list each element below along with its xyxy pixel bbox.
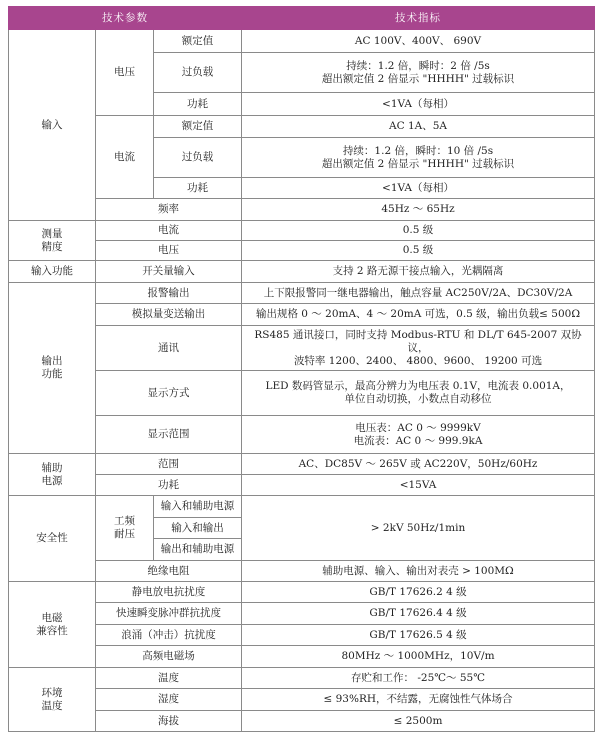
accuracy-voltage-value: 0.5 级 [242,241,595,261]
table-row [9,689,595,711]
accuracy-label-line2: 精度 [41,240,63,253]
display-range-line1: 电压表：AC 0 ～ 9999kV [355,421,481,434]
table-row [9,646,595,668]
display-mode-line1: LED 数码管显示，最高分辨力为电压表 0.1V，电流表 0.001A， [265,380,571,392]
table-row [9,603,595,625]
humidity-value: ≤ 93%RH，不结露，无腐蚀性气体场合 [242,689,595,711]
withstand-item2: 输入和输出 [154,518,242,539]
comm-line2: 波特率 1200、2400、 4800、9600、 19200 可选 [293,354,543,367]
display-mode-line2: 单位自动切换，小数点自动移位 [344,393,492,405]
spec-table [8,6,595,732]
aux-power-label-line2: 电源 [41,474,63,487]
temperature-value: 存贮和工作： -25℃～ 55℃ [242,668,595,689]
frequency-name: 频率 [96,199,242,221]
withstand-item3: 输出和辅助电源 [154,539,242,561]
table-row [9,582,595,603]
voltage-overload-value [242,53,595,93]
analog-output-value: 输出规格 0 ～ 20mA、4 ～ 20mA 可选，0.5 级，输出负载≤ 500Ω [242,304,595,326]
display-mode-value [242,371,595,416]
aux-range-value: AC、DC85V ～ 265V 或 AC220V，50Hz/60Hz [242,454,595,475]
voltage-overload-line2: 超出额定值 2 倍显示 "HHHH" 过载标识 [321,72,515,85]
comm-name: 通讯 [96,326,242,371]
accuracy-voltage-name: 电压 [96,241,242,261]
spec-table-container [8,6,594,732]
voltage-rated-value: AC 100V、400V、 690V [242,30,595,53]
aux-power-label [9,454,96,496]
comm-value [242,326,595,371]
table-row [9,625,595,646]
table-row [9,283,595,304]
table-row [9,496,595,518]
current-power-name: 功耗 [154,178,242,199]
esd-name: 静电放电抗扰度 [96,582,242,603]
table-row [9,416,595,454]
current-overload-value [242,138,595,178]
safety-label: 安全性 [9,496,96,582]
rf-value: 80MHz ～ 1000MHz，10V/m [242,646,595,668]
header-params: 技术参数 [9,7,242,30]
esd-value: GB/T 17626.2 4 级 [242,582,595,603]
current-overload-line2: 超出额定值 2 倍显示 "HHHH" 过载标识 [321,157,515,170]
accuracy-current-value: 0.5 级 [242,221,595,241]
current-rated-value: AC 1A、5A [242,116,595,138]
analog-output-name: 模拟量变送输出 [96,304,242,326]
table-row [9,241,595,261]
input-function-label: 输入功能 [9,261,96,283]
voltage-rated-name: 额定值 [154,30,242,53]
rf-name: 高频电磁场 [96,646,242,668]
input-label: 输入 [9,30,96,221]
input-function-name: 开关量输入 [96,261,242,283]
environment-label-line1: 环境 [41,686,63,699]
aux-power-value: <15VA [242,475,595,496]
insulation-name: 绝缘电阻 [96,561,242,582]
eft-name: 快速瞬变脉冲群抗扰度 [96,603,242,625]
accuracy-label-line1: 测量 [41,227,63,240]
table-row [9,221,595,241]
surge-name: 浪涌（冲击）抗扰度 [96,625,242,646]
comm-line1: RS485 通讯接口，同时支持 Modbus-RTU 和 DL/T 645-2007 双协议， [254,328,582,354]
voltage-power-name: 功耗 [154,93,242,116]
withstand-item1: 输入和辅助电源 [154,496,242,518]
withstand-value: > 2kV 50Hz/1min [242,496,595,561]
table-row [9,261,595,283]
display-range-name: 显示范围 [96,416,242,454]
emc-label-line2: 兼容性 [36,624,68,637]
emc-label-line1: 电磁 [41,611,63,624]
table-row [9,668,595,689]
table-row [9,371,595,416]
environment-label [9,668,96,732]
voltage-power-value: <1VA（每相） [242,93,595,116]
eft-value: GB/T 17626.4 4 级 [242,603,595,625]
header-row [9,7,595,30]
table-row [9,711,595,732]
voltage-overload-name: 过负载 [154,53,242,93]
input-function-value: 支持 2 路无源干接点输入，光耦隔离 [242,261,595,283]
accuracy-label [9,221,96,261]
aux-power-label-line1: 辅助 [41,461,63,474]
table-row [9,454,595,475]
current-label: 电流 [96,116,154,199]
header-specs: 技术指标 [242,7,595,30]
display-range-line2: 电流表：AC 0 ～ 999.9kA [353,434,483,447]
aux-power-name: 功耗 [96,475,242,496]
aux-range-name: 范围 [96,454,242,475]
altitude-name: 海拔 [96,711,242,732]
table-row [9,304,595,326]
withstand-label [96,496,154,561]
display-mode-name: 显示方式 [96,371,242,416]
display-range-value [242,416,595,454]
table-row [9,30,595,53]
current-power-value: <1VA（每相） [242,178,595,199]
alarm-output-name: 报警输出 [96,283,242,304]
withstand-label-line1: 工频 [114,515,135,527]
insulation-value: 辅助电源、输入、输出对表壳 > 100MΩ [242,561,595,582]
emc-label [9,582,96,668]
surge-value: GB/T 17626.5 4 级 [242,625,595,646]
environment-label-line2: 温度 [41,699,63,712]
temperature-name: 温度 [96,668,242,689]
voltage-overload-line1: 持续：1.2 倍，瞬时：2 倍 /5s [346,59,490,72]
table-row [9,116,595,138]
current-overload-line1: 持续：1.2 倍，瞬时：10 倍 /5s [342,144,494,157]
accuracy-current-name: 电流 [96,221,242,241]
voltage-label: 电压 [96,30,154,116]
frequency-value: 45Hz ～ 65Hz [242,199,595,221]
output-label-line2: 功能 [41,368,63,380]
current-rated-name: 额定值 [154,116,242,138]
humidity-name: 湿度 [96,689,242,711]
output-label [9,283,96,454]
altitude-value: ≤ 2500m [242,711,595,732]
table-row [9,326,595,371]
table-row [9,475,595,496]
alarm-output-value: 上下限报警同一继电器输出，触点容量 AC250V/2A、DC30V/2A [242,283,595,304]
current-overload-name: 过负载 [154,138,242,178]
table-row [9,199,595,221]
withstand-label-line2: 耐压 [114,528,135,540]
table-row [9,561,595,582]
output-label-line1: 输出 [41,355,63,367]
